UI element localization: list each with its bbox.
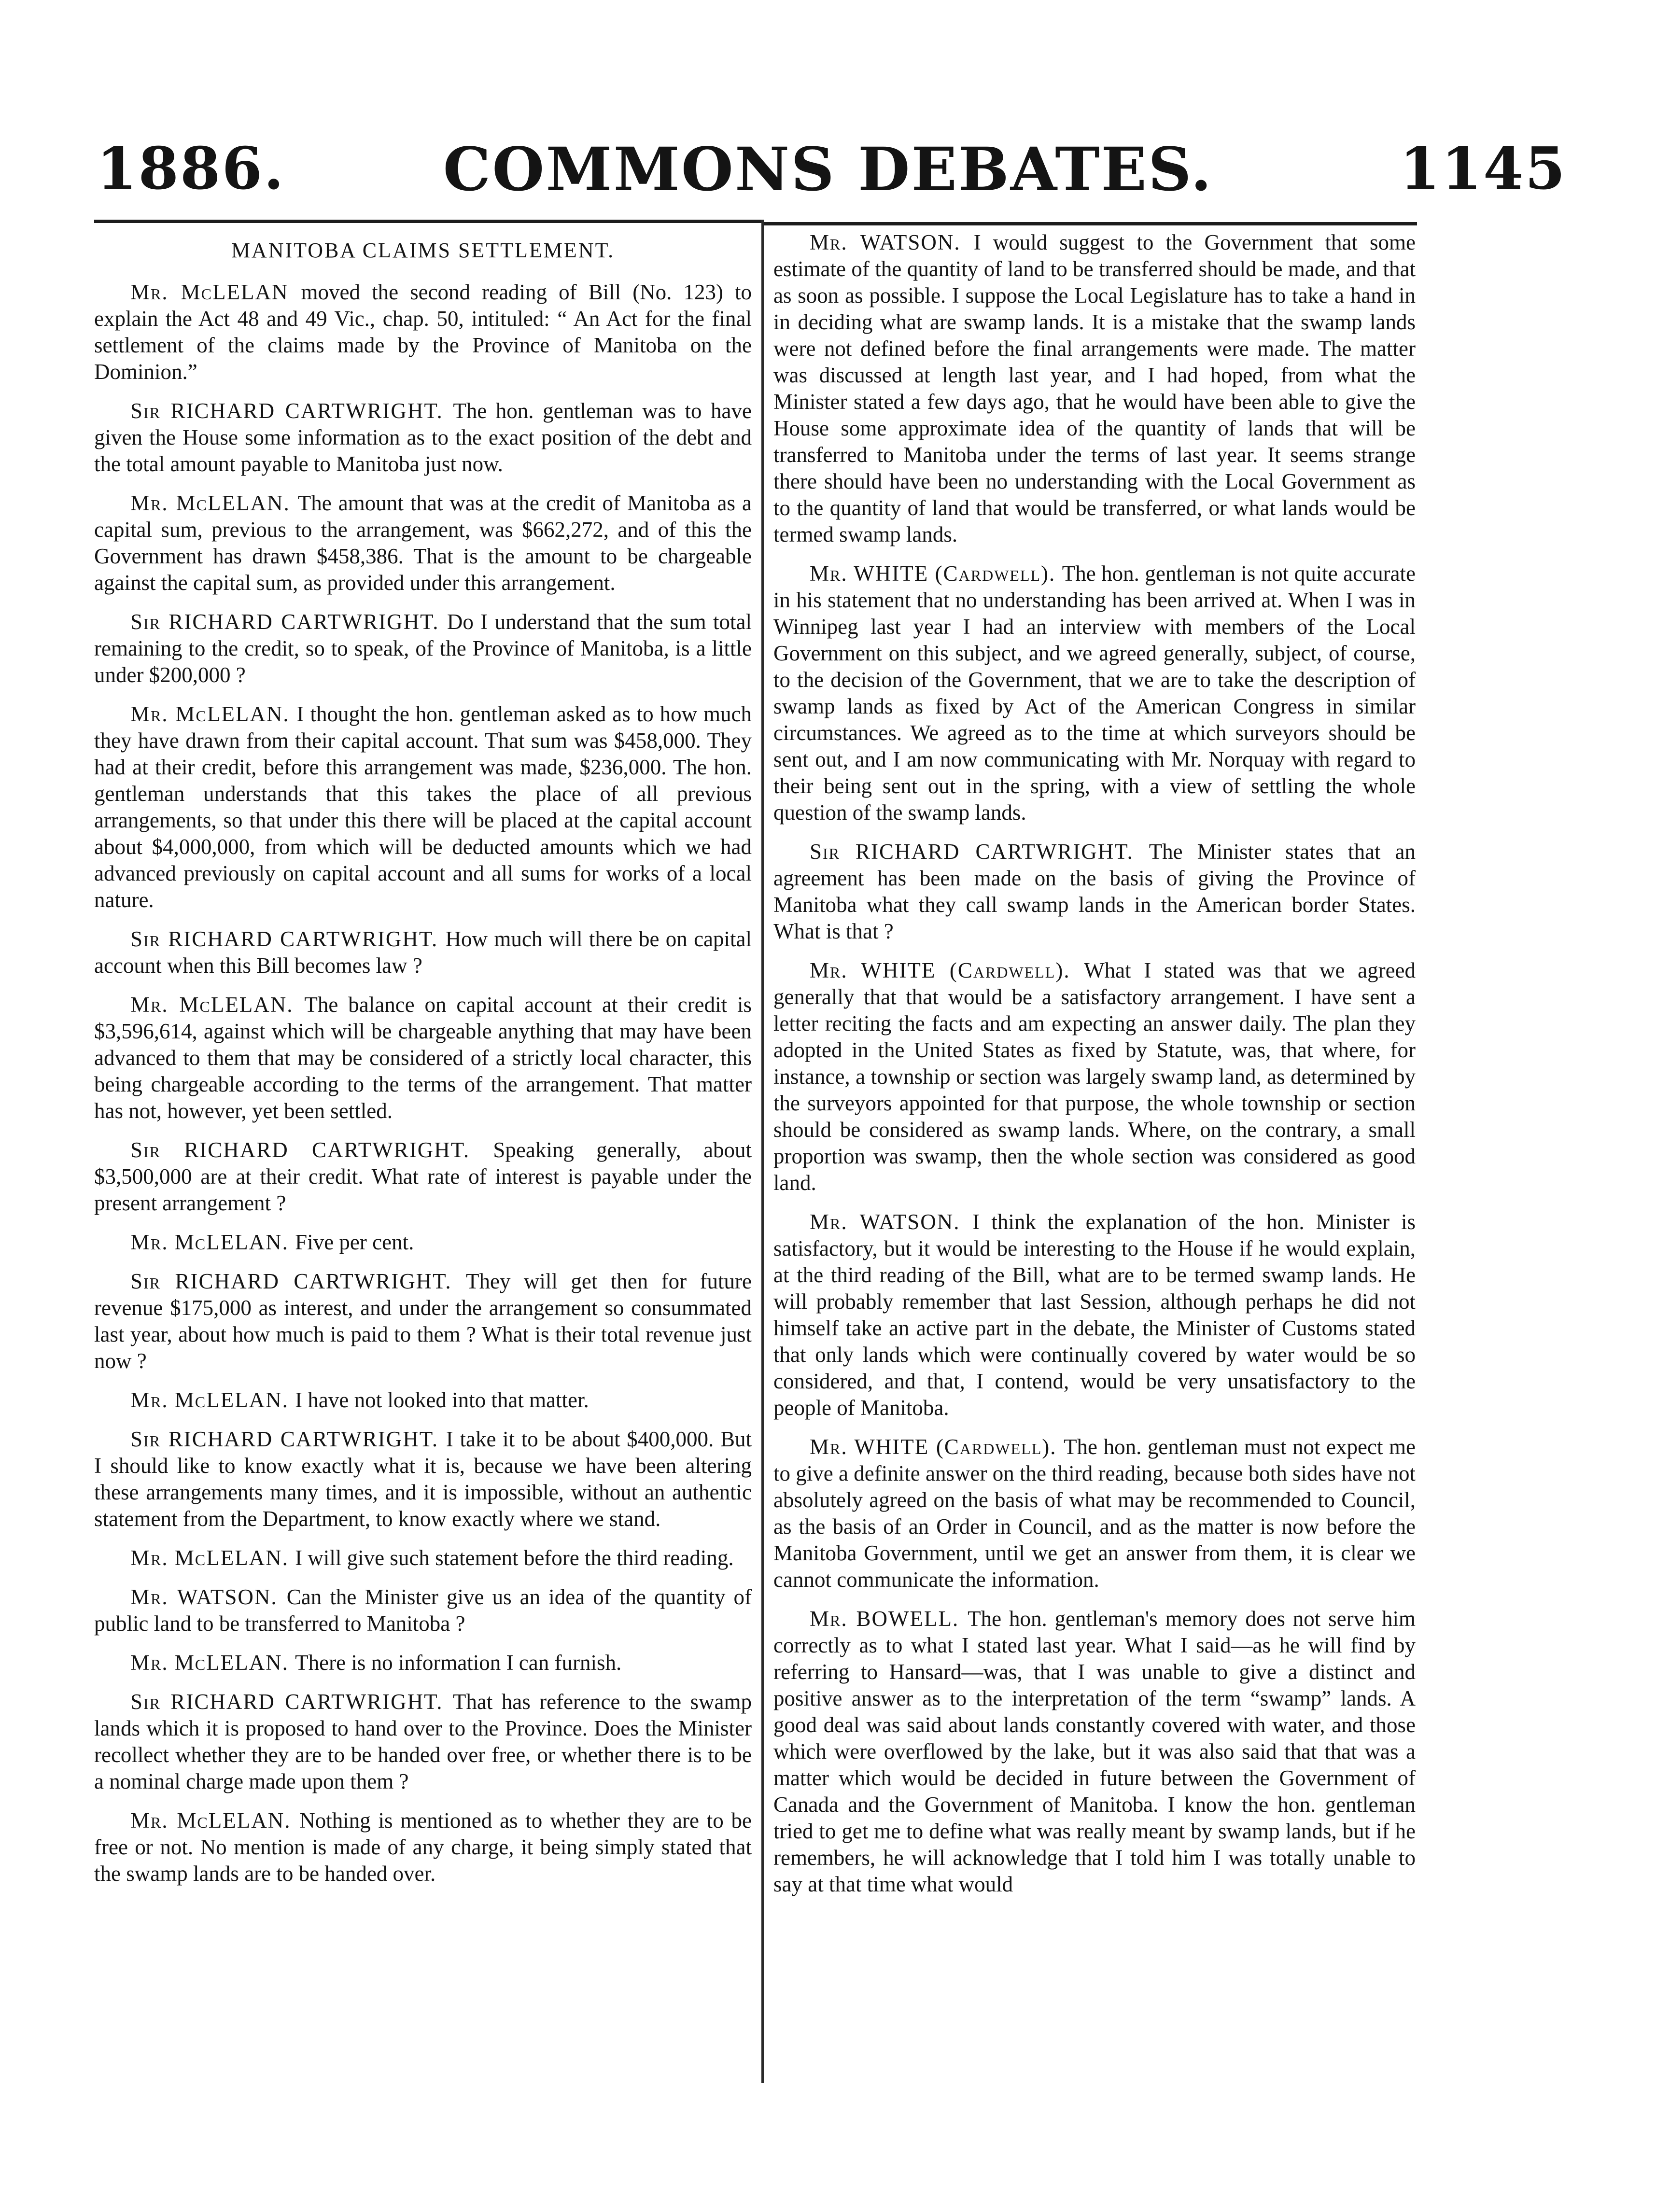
speaker-name: Sir RICHARD CARTWRIGHT.	[130, 1427, 439, 1451]
speaker-name: Sir RICHARD CARTWRIGHT.	[130, 927, 438, 951]
speaker-name: Mr. McLELAN.	[130, 1546, 289, 1570]
speaker-name: Mr. WHITE (Cardwell).	[810, 958, 1070, 982]
column-divider	[761, 220, 764, 2083]
speaker-name: Mr. WATSON.	[810, 1210, 960, 1234]
speaker-name: Mr. WHITE (Cardwell).	[810, 561, 1056, 586]
speech-text: The hon. gentleman must not expect me to give a definite answer on the third reading, because both sides have not absolutely agreed on the basis of what may be recommended to Council, as the basis of an Order in Council, and as the matter is now before the Manitoba Government, until we get an answer from them, it is clear we cannot communicate the information.	[773, 1435, 1416, 1592]
speech-paragraph	[773, 1434, 1416, 1593]
section-title: MANITOBA CLAIMS SETTLEMENT.	[231, 238, 615, 262]
speech-text: Do I understand that the sum total remaining to the credit, so to speak, of the Province of Manitoba, is a little under $200,000 ?	[94, 610, 752, 687]
right-column-paragraphs	[773, 229, 1416, 1898]
speaker-name: Mr. McLELAN.	[130, 491, 290, 515]
speech-paragraph	[773, 560, 1416, 826]
speech-text: Speaking generally, about $3,500,000 are at their credit. What rate of interest is payable under the present arrangement ?	[94, 1138, 752, 1215]
speech-text: What I stated was that we agreed generally that that would be a satisfactory arrangement. I have sent a letter reciting the facts and am expecting an answer daily. The plan they adopted in the United States as fixed by Statute, was, that where, for instance, a township or section was largely swamp land, as determined by the surveyors appointed for that purpose, the whole township or section should be considered as swamp lands. Where, on the contrary, a small proportion was swamp, then the whole section was considered as good land.	[773, 958, 1416, 1195]
page-title: COMMONS DEBATES.	[443, 135, 1213, 205]
speaker-name: Mr. WATSON.	[130, 1585, 278, 1609]
speech-text: I take it to be about $400,000. But I should like to know exactly what it is, because we have been altering these arrangements many times, and it is impossible, without an authentic statement from the Department, to know exactly where we stand.	[94, 1427, 752, 1531]
speech-text: I will give such statement before the third reading.	[295, 1546, 734, 1570]
speech-paragraph	[94, 609, 752, 688]
speech-paragraph	[94, 926, 752, 979]
speech-text: They will get then for future revenue $175,000 as interest, and under the arrangement so consummated last year, about how much is paid to them ? What is their total revenue just now ?	[94, 1269, 752, 1373]
speech-paragraph	[773, 229, 1416, 548]
speech-text: I think the explanation of the hon. Minister is satisfactory, but it would be interesting to the House if he would explain, at the third reading of the Bill, what are to be termed swamp lands. He will probably remember that last Session, although perhaps he did not himself take an active part in the debate, the Minister of Customs stated that only lands which were continually covered by water would be so considered, and that, I contend, would be very unsatisfactory to the people of Manitoba.	[773, 1210, 1416, 1420]
speech-text: I thought the hon. gentleman asked as to how much they have drawn from their capital account. That sum was $458,000. They had at their credit, before this arrangement was made, $236,000. The hon. gentleman understands that this takes the place of all previous arrangements, so that under this there will be placed at the capital account about $4,000,000, from which will be deducted amounts which we had advanced previously on capital account and all sums for works of a local nature.	[94, 702, 752, 912]
speaker-name: Sir RICHARD CARTWRIGHT.	[130, 399, 443, 423]
speaker-name: Sir RICHARD CARTWRIGHT.	[130, 1269, 452, 1293]
speaker-name: Sir RICHARD CARTWRIGHT.	[130, 610, 439, 634]
speech-text: Can the Minister give us an idea of the quantity of public land to be transferred to Manitoba ?	[94, 1585, 752, 1636]
speaker-name: Mr. McLELAN.	[130, 1651, 289, 1675]
page-number: 1145	[1400, 135, 1567, 203]
speaker-name: Mr. WATSON.	[810, 230, 961, 254]
speech-text: Nothing is mentioned as to whether they are to be free or not. No mention is made of any charge, it being simply stated that the swamp lands are to be handed over.	[94, 1808, 752, 1886]
speech-paragraph	[94, 1137, 752, 1217]
speech-paragraph	[94, 398, 752, 477]
speech-text: The balance on capital account at their credit is $3,596,614, against which will be chargeable anything that may have been advanced to them that may be considered of a strictly local character, this being chargeable according to the terms of the arrangement. That matter has not, however, yet been settled.	[94, 993, 752, 1123]
speech-text: The amount that was at the credit of Manitoba as a capital sum, previous to the arrangement, was $662,272, and of this the Government has drawn $458,386. That is the amount to be chargeable against the capital sum, as provided under this arrangement.	[94, 491, 752, 595]
speech-paragraph	[773, 839, 1416, 945]
speech-paragraph	[94, 1268, 752, 1374]
speech-text: Five per cent.	[295, 1230, 414, 1254]
speech-paragraph	[94, 1229, 752, 1256]
page-header	[0, 0, 1656, 227]
speech-paragraph	[94, 1650, 752, 1676]
speech-paragraph	[94, 490, 752, 596]
speech-paragraph	[94, 701, 752, 913]
speaker-name: Mr. McLELAN.	[130, 1808, 291, 1833]
left-column-paragraphs	[94, 279, 752, 1887]
speech-text: How much will there be on capital account when this Bill becomes law ?	[94, 927, 752, 978]
speech-text: I have not looked into that matter.	[295, 1388, 589, 1412]
speech-paragraph	[94, 279, 752, 385]
speech-text: The Minister states that an agreement has been made on the basis of giving the Province of Manitoba what they call swamp lands in the American border States. What is that ?	[773, 840, 1416, 943]
page-year: 1886.	[97, 135, 285, 203]
speech-text: There is no information I can furnish.	[295, 1651, 622, 1675]
speech-paragraph	[773, 957, 1416, 1196]
left-column	[94, 229, 752, 2093]
speaker-name: Mr. McLELAN	[130, 280, 289, 304]
speech-paragraph	[94, 1584, 752, 1637]
speech-paragraph	[94, 1387, 752, 1414]
speech-paragraph	[94, 1807, 752, 1887]
speech-paragraph	[773, 1209, 1416, 1421]
right-column	[773, 229, 1416, 2093]
speech-text: The hon. gentleman is not quite accurate in his statement that no understanding has been arrived at. When I was in Winnipeg last year I had an interview with members of the Local Government on this subject, and we agreed generally, subject, of course, to the decision of the Government, that we are to take the description of swamp lands as fixed by Act of the American Congress in similar circumstances. We agreed as to the time at which surveyors should be sent out, and I am now communicating with Mr. Norquay with regard to their being sent out in the spring, with a view of settling the whole question of the swamp lands.	[773, 561, 1416, 825]
header-rule-right	[763, 222, 1417, 225]
speech-text: The hon. gentleman was to have given the House some information as to the exact position of the debt and the total amount payable to Manitoba just now.	[94, 399, 752, 476]
speaker-name: Mr. McLELAN.	[130, 1388, 289, 1412]
speech-text: That has reference to the swamp lands which it is proposed to hand over to the Province. Does the Minister recollect whether they are to be handed over free, or whether there is to be a nominal charge made upon them ?	[94, 1690, 752, 1793]
speaker-name: Mr. McLELAN.	[130, 993, 294, 1017]
speaker-name: Sir RICHARD CARTWRIGHT.	[130, 1138, 470, 1162]
speaker-name: Sir RICHARD CARTWRIGHT.	[130, 1690, 443, 1714]
speech-paragraph	[94, 1545, 752, 1571]
header-rule-left	[94, 220, 763, 223]
speech-text: I would suggest to the Government that some estimate of the quantity of land to be transferred should be made, and that as soon as possible. I suppose the Local Legislature has to take a hand in in deciding what are swamp lands. It is a mistake that the swamp lands were not defined before the final arrangements were made. The matter was discussed at length last year, and I had hoped, from what the Minister stated a few days ago, that he would have been able to give the House some approximate idea of the quantity of lands that will be transferred to Manitoba under the terms of last year. It seems strange there should have been no understanding with the Local Government as to the quantity of land that would be transferred, or what lands would be termed swamp lands.	[773, 230, 1416, 546]
speech-text: moved the second reading of Bill (No. 123) to explain the Act 48 and 49 Vic., chap. 50, intituled: “ An Act for the final settlement of the claims made by the Province of Manitoba on the Dominion.”	[94, 280, 752, 384]
speaker-name: Mr. WHITE (Cardwell).	[810, 1435, 1057, 1459]
speech-text: The hon. gentleman's memory does not serve him correctly as to what I stated last year. What I said—as he will find by referring to Hansard—was, that I was unable to give a distinct and positive answer as to the interpretation of the term “swamp” lands. A good deal was said about lands constantly covered with water, and those which were overflowed by the lake, but it was also said that that was a matter which would be decided in future between the Government of Canada and the Government of Manitoba. I know the hon. gentleman tried to get me to define what was really meant by swamp lands, but if he remembers, he will acknowledge that I told him I was totally unable to say at that time what would	[773, 1607, 1416, 1896]
speaker-name: Sir RICHARD CARTWRIGHT.	[810, 840, 1134, 864]
speech-paragraph	[94, 992, 752, 1124]
speaker-name: Mr. McLELAN.	[130, 1230, 289, 1254]
speaker-name: Mr. McLELAN.	[130, 702, 290, 726]
speaker-name: Mr. BOWELL.	[810, 1607, 959, 1631]
speech-paragraph	[94, 1689, 752, 1795]
speech-paragraph	[94, 1426, 752, 1532]
speech-paragraph	[773, 1606, 1416, 1898]
